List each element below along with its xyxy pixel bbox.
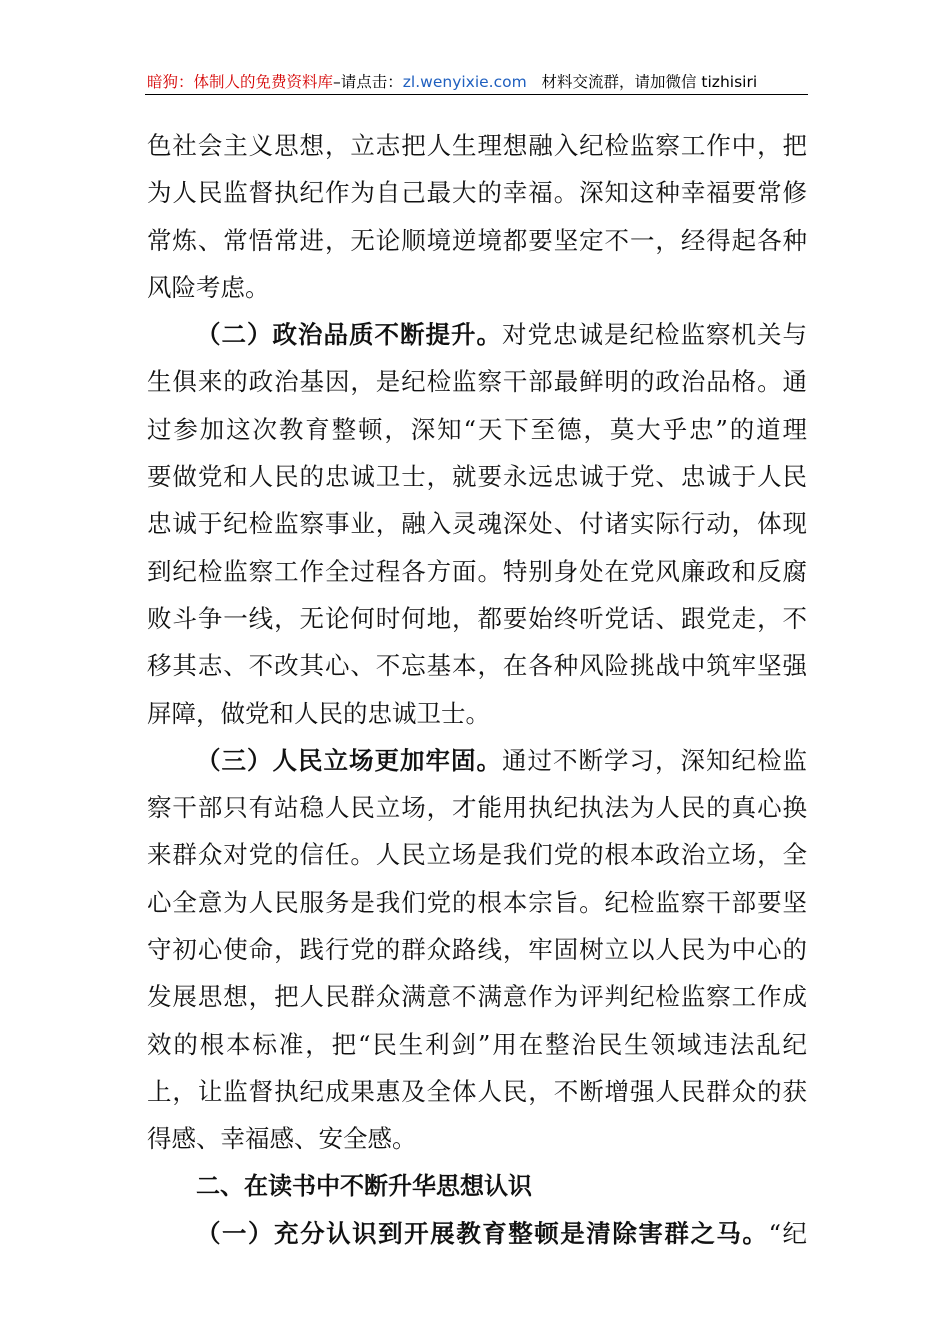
header-url-link[interactable]: zl.wenyixie.com [402,73,527,91]
text-line: 败斗争一线，无论何时何地，都要始终听党话、跟党走，不 [147,603,807,633]
text-line: 发展思想，把人民群众满意不满意作为评判纪检监察工作成 [147,982,807,1012]
text-line: 移其志、不改其心、不忘基本，在各种风险挑战中筑牢坚强 [147,651,807,681]
paragraph-2-first-line [147,311,807,358]
text-line: 风险考虑。 [147,272,270,302]
text-line: 守初心使命，践行党的群众路线，牢固树立以人民为中心的 [147,935,807,965]
page-header [147,70,807,94]
text-line: 色社会主义思想，立志把人生理想融入纪检监察工作中，把 [147,131,807,160]
paragraph-3-title: （三）人民立场更加牢固。 [196,745,502,775]
paragraph-4-first-line [147,1210,807,1257]
text-line: 心全意为人民服务是我们党的根本宗旨。纪检监察干部要坚 [147,887,807,917]
text-line: 察干部只有站稳人民立场，才能用执纪执法为人民的真心换 [147,793,807,823]
section-heading: 二、在读书中不断升华思想认识 [196,1171,532,1200]
text-line: 常炼、常悟常进，无论顺境逆境都要坚定不一，经得起各种 [147,225,807,255]
text-line: 生俱来的政治基因，是纪检监察干部最鲜明的政治品格。通 [147,367,807,397]
text-line: 忠诚于纪检监察事业，融入灵魂深处、付诸实际行动，体现 [147,509,807,539]
text-line: 要做党和人民的忠诚卫士，就要永远忠诚于党、忠诚于人民 [147,462,807,492]
text-line: 屏障，做党和人民的忠诚卫士。 [147,698,490,728]
paragraph-4-title: （一）充分认识到开展教育整顿是清除害群之马。 [196,1218,769,1248]
paragraph-3-lead: 通过不断学习，深知纪检监 [502,745,807,775]
paragraph-3-first-line [147,737,807,784]
paragraph-4-lead: “纪 [768,1218,807,1248]
header-site-name: 暗狗：体制人的免费资料库 [147,73,334,91]
document-body [147,122,807,1257]
text-line: 到纪检监察工作全过程各方面。特别身处在党风廉政和反腐 [147,556,807,586]
header-group-text: 材料交流群，请加微信 tizhisiri [541,73,758,91]
paragraph-2-lead: 对党忠诚是纪检监察机关与 [502,320,807,350]
text-line: 过参加这次教育整顿，深知“天下至德，莫大乎忠”的道理 [147,414,807,444]
header-click-prompt: –请点击： [333,73,403,91]
paragraph-2-title: （二）政治品质不断提升。 [196,320,502,350]
text-line: 为人民监督执纪作为自己最大的幸福。深知这种幸福要常修 [147,178,807,208]
header-divider [145,94,808,95]
text-line: 上，让监督执纪成果惠及全体人民，不断增强人民群众的获 [147,1076,807,1106]
text-line: 效的根本标准，把“民生利剑”用在整治民生领域违法乱纪 [147,1029,807,1059]
text-line: 来群众对党的信任。人民立场是我们党的根本政治立场，全 [147,840,807,870]
text-line: 得感、幸福感、安全感。 [147,1124,417,1154]
